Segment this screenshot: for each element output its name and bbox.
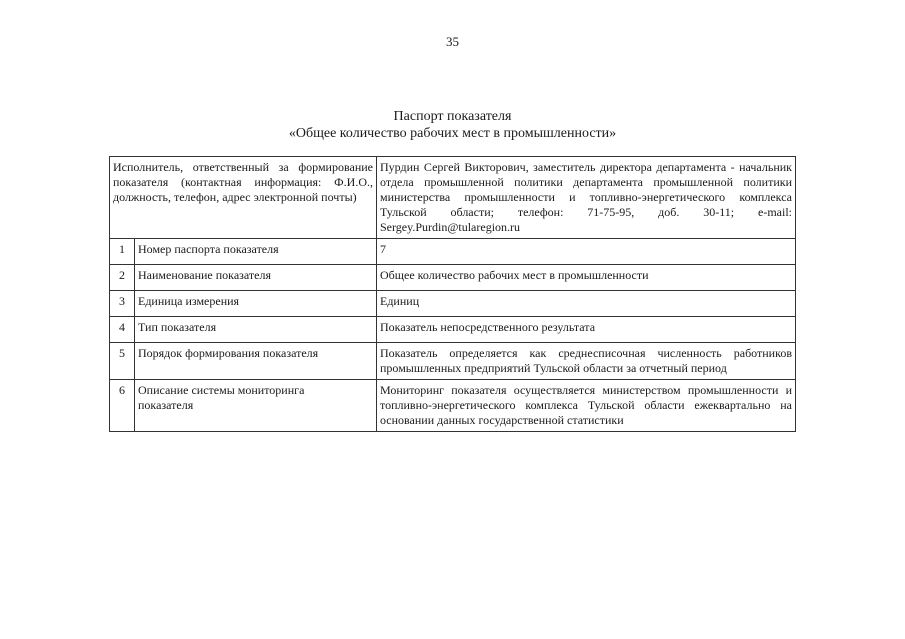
row-label-line-2: показателя xyxy=(138,398,194,412)
title-block xyxy=(0,108,905,142)
row-number: 4 xyxy=(110,317,135,343)
row-label: Номер паспорта показателя xyxy=(135,239,377,265)
row-label: Единица измерения xyxy=(135,291,377,317)
row-label: Тип показателя xyxy=(135,317,377,343)
row-value: Показатель непосредственного результата xyxy=(377,317,796,343)
table-row xyxy=(110,239,796,265)
title-line-1: Паспорт показателя xyxy=(393,109,512,124)
row-value: Показатель определяется как среднесписочная численность работников промышленных предприятий Тульской области за отчетный период xyxy=(377,343,796,380)
row-number: 2 xyxy=(110,265,135,291)
row-value: 7 xyxy=(377,239,796,265)
row-label: Порядок формирования показателя xyxy=(135,343,377,380)
page-number: 35 xyxy=(446,34,459,49)
responsible-row xyxy=(110,157,796,239)
row-label xyxy=(135,380,377,432)
responsible-value: Пурдин Сергей Викторович, заместитель директора департамента - начальник отдела промышленной политики департамента промышленной политики министерства промышленности и топливно-энергетического комплекса Тульской области; телефон: 71-75-95, доб. 30-11; e-mail: Sergey.Purdin@tularegion.ru xyxy=(377,157,796,239)
row-value: Общее количество рабочих мест в промышленности xyxy=(377,265,796,291)
title-line-2: «Общее количество рабочих мест в промышленности» xyxy=(288,126,617,141)
table-row xyxy=(110,317,796,343)
row-label-line-1: Описание системы мониторинга xyxy=(138,383,305,397)
indicator-passport-table xyxy=(109,156,796,432)
row-number: 6 xyxy=(110,380,135,432)
row-number: 3 xyxy=(110,291,135,317)
row-label: Наименование показателя xyxy=(135,265,377,291)
table-row xyxy=(110,343,796,380)
row-number: 1 xyxy=(110,239,135,265)
table-row xyxy=(110,265,796,291)
table-row xyxy=(110,380,796,432)
responsible-label: Исполнитель, ответственный за формирование показателя (контактная информация: Ф.И.О., должность, телефон, адрес электронной почты) xyxy=(110,157,377,239)
row-value: Мониторинг показателя осуществляется министерством промышленности и топливно-энергетического комплекса Тульской области ежеквартально на основании данных государственной статистики xyxy=(377,380,796,432)
row-number: 5 xyxy=(110,343,135,380)
table-row xyxy=(110,291,796,317)
row-value: Единиц xyxy=(377,291,796,317)
